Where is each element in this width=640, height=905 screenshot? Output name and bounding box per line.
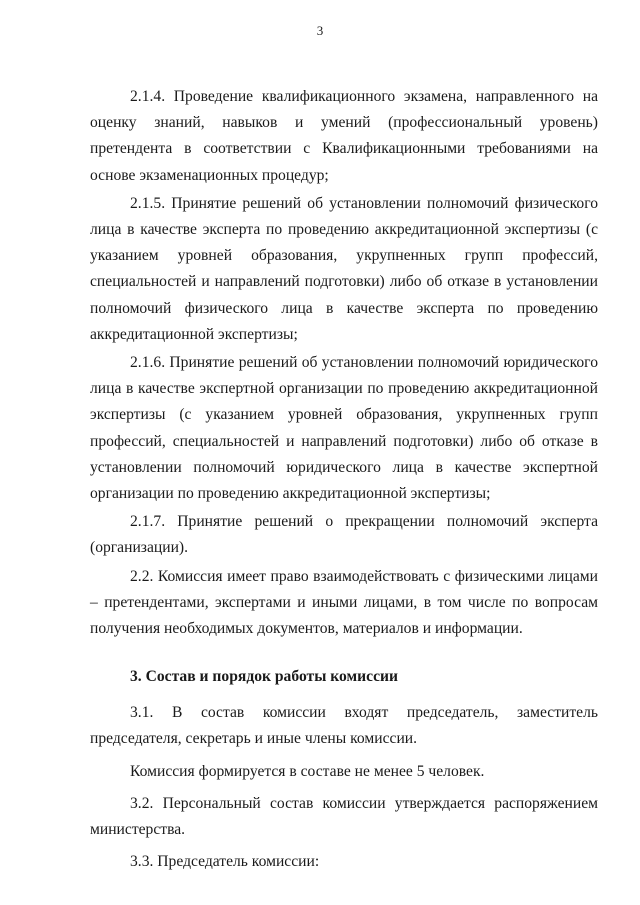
paragraph-3-1-note: Комиссия формируется в составе не менее 5 человек. xyxy=(130,762,485,780)
paragraph-3-1: 3.1. В состав комиссии входят председатель, заместитель председателя, секретарь и иные члены комиссии. xyxy=(90,704,598,748)
paragraph-2-1-7: 2.1.7. Принятие решений о прекращении полномочий эксперта (организации). xyxy=(90,513,598,557)
paragraph-2-2: 2.2. Комиссия имеет право взаимодействовать с физическими лицами – претендентами, экспертами и иными лицами, в том числе по вопросам получения необходимых документов, материалов и информации. xyxy=(90,567,598,638)
page-number: 3 xyxy=(316,23,324,38)
paragraph-3-3: 3.3. Председатель комиссии: xyxy=(130,853,320,871)
paragraph-2-1-6: 2.1.6. Принятие решений об установлении полномочий юридического лица в качестве экспертной организации по проведению аккредитационной экспертизы (с указанием уровней образования, укрупненных групп профессий, специальностей и направлений подготовки) либо об отказе в установлении полномочий юридического лица в качестве экспертной организации по проведению аккредитационной экспертизы; xyxy=(90,354,598,503)
paragraph-2-1-4: 2.1.4. Проведение квалификационного экзамена, направленного на оценку знаний, навыков и умений (профессиональный уровень) претендента в соответствии с Квалификационными требованиями на основе экзаменационных процедур; xyxy=(90,88,598,184)
section-3-heading: 3. Состав и порядок работы комиссии xyxy=(130,668,398,686)
paragraph-3-2: 3.2. Персональный состав комиссии утверждается распоряжением министерства. xyxy=(90,794,598,839)
paragraph-2-1-5: 2.1.5. Принятие решений об установлении полномочий физического лица в качестве эксперта по проведению аккредитационной экспертизы (с указанием уровней образования, укрупненных групп профессий, специальностей и направлений подготовки) либо об отказе в установлении полномочий физического лица в качестве эксперта по проведению аккредитационной экспертизы; xyxy=(90,194,598,343)
document-body xyxy=(90,84,598,877)
